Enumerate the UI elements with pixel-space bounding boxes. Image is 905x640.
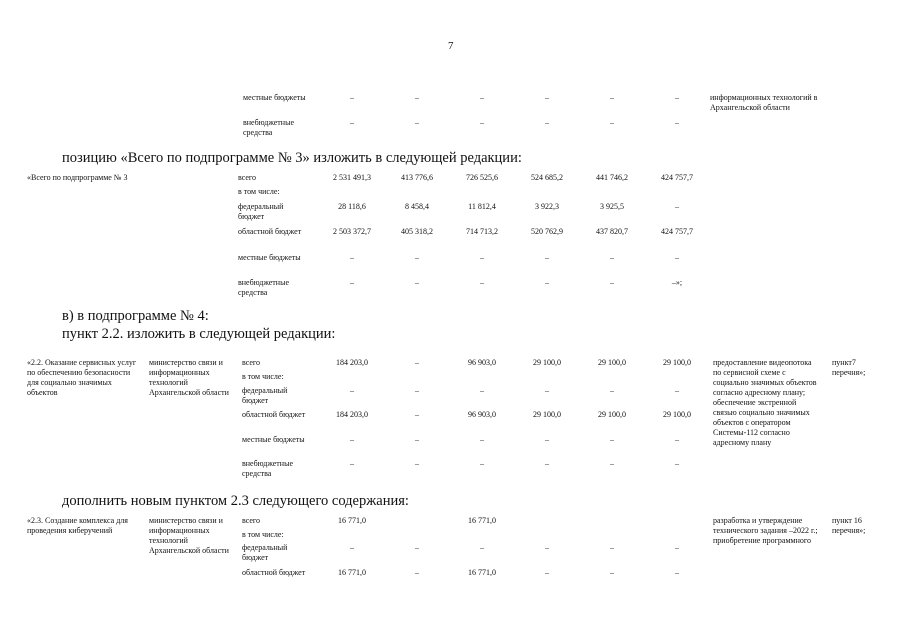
value-cell: 3 925,5 [600,202,624,211]
result-text: разработка и утверждение технического задания –2022 г.; приобретение программного [713,516,818,545]
value-cell: 405 318,2 [401,227,433,236]
row-label: внебюджетные средства [238,278,289,297]
value-cell: – [675,386,679,395]
value-cell: – [545,459,549,468]
page-number: 7 [448,40,454,52]
value-cell: 11 812,4 [468,202,496,211]
value-cell: 29 100,0 [598,410,626,419]
heading-item-2-2: пункт 2.2. изложить в следующей редакции: [62,326,336,342]
value-cell: – [480,253,484,262]
value-cell: 520 762,9 [531,227,563,236]
value-cell: – [480,278,484,287]
value-cell: 726 525,6 [466,173,498,182]
value-cell: – [545,278,549,287]
value-cell: – [415,543,419,552]
value-cell: 96 903,0 [468,410,496,419]
value-cell: – [350,93,354,102]
value-cell: 424 757,7 [661,227,693,236]
value-cell: – [675,459,679,468]
value-cell: 16 771,0 [338,516,366,525]
value-cell: – [545,386,549,395]
value-cell: – [610,118,614,127]
row-label: областной бюджет [242,568,306,577]
row-label: внебюджетные средства [243,118,294,137]
value-cell: 29 100,0 [663,410,691,419]
value-cell: –»; [671,278,683,287]
value-cell: – [415,118,419,127]
value-cell: – [675,93,679,102]
value-cell: 29 100,0 [533,358,561,367]
value-cell: – [415,386,419,395]
heading-item-2-3: дополнить новым пунктом 2.3 следующего содержания: [62,493,409,509]
value-cell: – [415,410,419,419]
value-cell: 441 746,2 [596,173,628,182]
row-label: областной бюджет [242,410,306,419]
value-cell: – [545,118,549,127]
value-cell: – [480,543,484,552]
value-cell: 16 771,0 [468,516,496,525]
value-cell: – [350,118,354,127]
row-label: внебюджетные средства [242,459,293,478]
value-cell: – [610,435,614,444]
value-cell: 29 100,0 [533,410,561,419]
value-cell: – [610,459,614,468]
value-cell: 2 503 372,7 [333,227,371,236]
row-label: местные бюджеты [238,253,301,262]
row-label: областной бюджет [238,227,302,236]
row-label: в том числе: [242,530,284,539]
value-cell: – [480,386,484,395]
value-cell: 424 757,7 [661,173,693,182]
value-cell: 8 458,4 [405,202,429,211]
value-cell: – [545,93,549,102]
value-cell: 3 922,3 [535,202,559,211]
result-text: информационных технологий в Архангельской области [710,93,818,112]
value-cell: – [350,435,354,444]
value-cell: – [350,278,354,287]
value-cell: – [415,568,419,577]
value-cell: – [675,435,679,444]
row-label: в том числе: [238,187,280,196]
value-cell: – [480,118,484,127]
value-cell: 29 100,0 [598,358,626,367]
value-cell: – [415,93,419,102]
value-cell: – [675,253,679,262]
heading-position-total: позицию «Всего по подпрограмме № 3» изложить в следующей редакции: [62,150,522,166]
value-cell: – [675,118,679,127]
value-cell: – [415,358,419,367]
value-cell: – [610,278,614,287]
row-label: местные бюджеты [243,93,306,102]
row-label: федеральный бюджет [242,386,288,405]
value-cell: 437 820,7 [596,227,628,236]
value-cell: – [350,253,354,262]
executor: министерство связи и информационных технологий Архангельской области [149,516,229,555]
result-text: предоставление видеопотока по сервисной схеме с социально значимых объектов согласно адресному плану; обеспечение экстренной связью социально значимых объектов с оператором Системы-112 согласно адресному плану [713,358,817,447]
item-title: «2.3. Создание комплекса для проведения киберучений [27,516,128,535]
value-cell: – [350,543,354,552]
value-cell: – [415,459,419,468]
executor: министерство связи и информационных технологий Архангельской области [149,358,229,397]
value-cell: – [415,278,419,287]
value-cell: – [545,568,549,577]
subprogram-total-title: «Всего по подпрограмме № 3 [27,173,128,182]
value-cell: – [480,93,484,102]
item-title: «2.2. Оказание сервисных услуг по обеспечению безопасности для социально значимых объектов [27,358,137,397]
value-cell: – [545,435,549,444]
value-cell: 28 118,6 [338,202,366,211]
value-cell: – [610,386,614,395]
heading-subprogram-4: в) в подпрограмме № 4: [62,308,209,324]
value-cell: – [675,543,679,552]
value-cell: – [610,543,614,552]
row-label: федеральный бюджет [242,543,288,562]
value-cell: 29 100,0 [663,358,691,367]
value-cell: – [610,568,614,577]
value-cell: 16 771,0 [338,568,366,577]
row-label: федеральный бюджет [238,202,284,221]
value-cell: – [415,253,419,262]
row-label: всего [238,173,257,182]
row-label: в том числе: [242,372,284,381]
value-cell: 184 203,0 [336,358,368,367]
list-reference: пункт 16 перечня»; [832,516,866,535]
value-cell: – [480,435,484,444]
value-cell: 714 713,2 [466,227,498,236]
value-cell: – [545,253,549,262]
value-cell: 524 685,2 [531,173,563,182]
row-label: местные бюджеты [242,435,305,444]
row-label: всего [242,516,261,525]
value-cell: – [350,386,354,395]
value-cell: 16 771,0 [468,568,496,577]
value-cell: – [415,435,419,444]
value-cell: – [610,93,614,102]
value-cell: 413 776,6 [401,173,433,182]
value-cell: – [350,459,354,468]
value-cell: – [610,253,614,262]
row-label: всего [242,358,261,367]
list-reference: пункт7 перечня»; [832,358,866,377]
value-cell: 2 531 491,3 [333,173,371,182]
value-cell: – [675,202,679,211]
value-cell: – [480,459,484,468]
value-cell: – [675,568,679,577]
value-cell: 96 903,0 [468,358,496,367]
value-cell: 184 203,0 [336,410,368,419]
value-cell: – [545,543,549,552]
